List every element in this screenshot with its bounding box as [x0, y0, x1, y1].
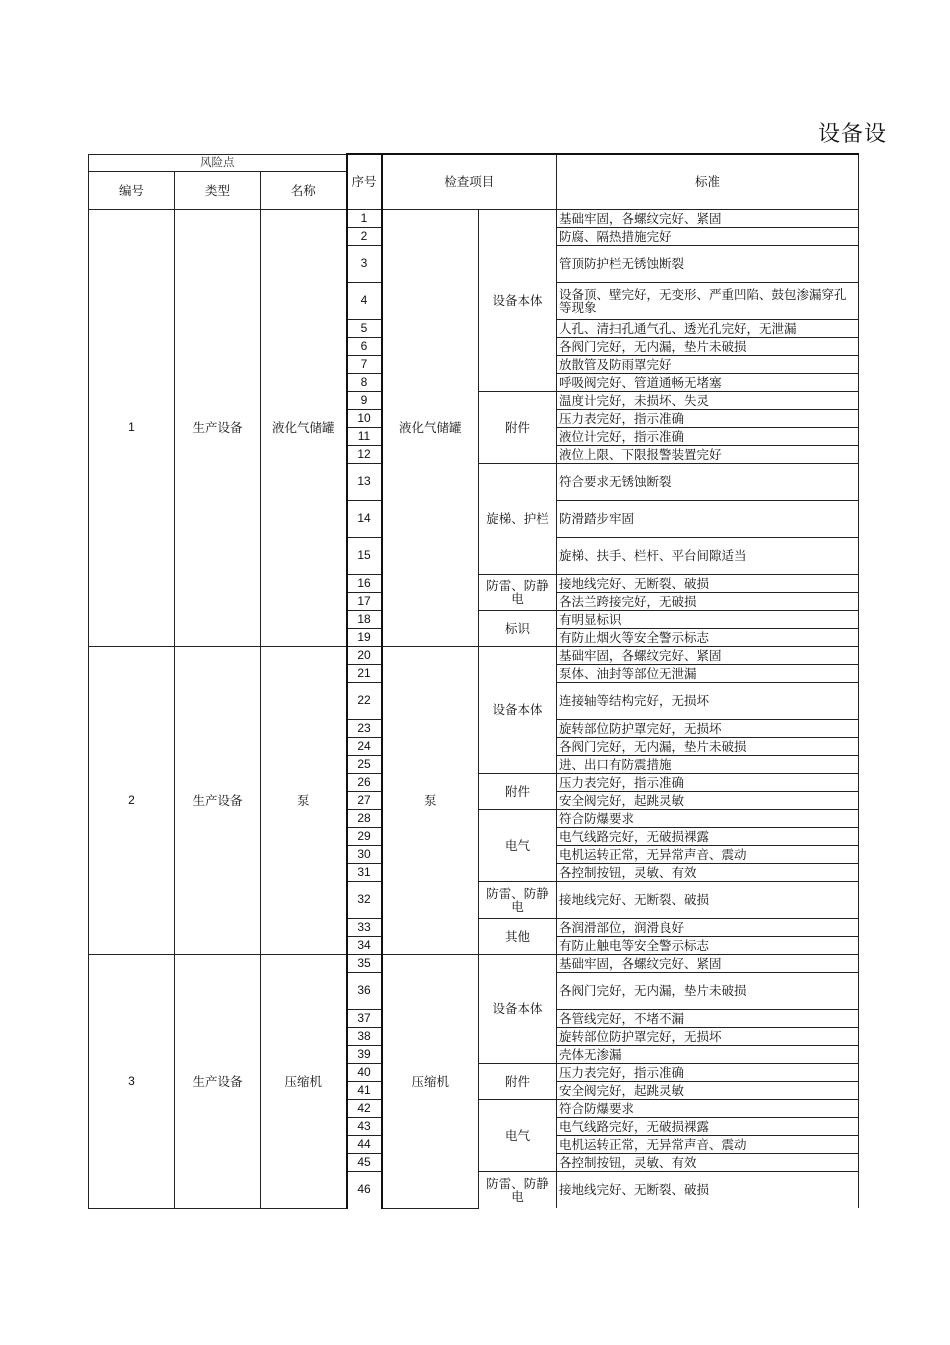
- check-subitem: 电气: [479, 1099, 557, 1171]
- row-standard: 接地线完好、无断裂、破损: [557, 881, 859, 918]
- header-seq: 序号: [347, 154, 382, 209]
- check-subitem: 附件: [479, 391, 557, 463]
- row-seq: 28: [347, 809, 382, 827]
- row-seq: 24: [347, 737, 382, 755]
- header-check-item: 检查项目: [382, 154, 557, 209]
- row-seq: 40: [347, 1063, 382, 1081]
- row-standard: 压力表完好，指示准确: [557, 1063, 859, 1081]
- row-standard: 壳体无渗漏: [557, 1045, 859, 1063]
- table-row: [89, 646, 859, 664]
- row-standard: 各阀门完好，无内漏，垫片未破损: [557, 972, 859, 1009]
- row-standard: 防滑踏步牢固: [557, 500, 859, 537]
- row-seq: 37: [347, 1009, 382, 1027]
- row-standard: 旋转部位防护罩完好，无损坏: [557, 719, 859, 737]
- row-seq: 36: [347, 972, 382, 1009]
- row-seq: 45: [347, 1153, 382, 1171]
- risk-point-code: 3: [89, 954, 175, 1208]
- row-standard: 各阀门完好，无内漏，垫片未破损: [557, 737, 859, 755]
- row-standard: 各控制按钮，灵敏、有效: [557, 1153, 859, 1171]
- row-standard: 液位上限、下限报警装置完好: [557, 445, 859, 463]
- row-seq: 4: [347, 282, 382, 319]
- check-subitem: 旋梯、护栏: [479, 463, 557, 574]
- inspection-table: [88, 153, 859, 1209]
- row-standard: 符合防爆要求: [557, 1099, 859, 1117]
- row-standard: 各管线完好，不堵不漏: [557, 1009, 859, 1027]
- row-seq: 35: [347, 954, 382, 972]
- row-standard: 压力表完好，指示准确: [557, 773, 859, 791]
- risk-point-code: 2: [89, 646, 175, 954]
- row-seq: 2: [347, 227, 382, 245]
- row-standard: 各阀门完好，无内漏，垫片未破损: [557, 337, 859, 355]
- row-seq: 33: [347, 918, 382, 936]
- row-standard: 设备顶、壁完好，无变形、严重凹陷、鼓包渗漏穿孔等现象: [557, 282, 859, 319]
- row-standard: 液位计完好，指示准确: [557, 427, 859, 445]
- row-standard: 进、出口有防震措施: [557, 755, 859, 773]
- row-standard: 有明显标识: [557, 610, 859, 628]
- row-seq: 16: [347, 574, 382, 592]
- page-title: 设备设: [818, 122, 888, 147]
- row-seq: 43: [347, 1117, 382, 1135]
- check-subitem: 设备本体: [479, 646, 557, 773]
- row-standard: 接地线完好、无断裂、破损: [557, 1171, 859, 1208]
- check-subitem: 电气: [479, 809, 557, 881]
- check-item: 压缩机: [382, 954, 479, 1208]
- row-seq: 34: [347, 936, 382, 954]
- row-seq: 32: [347, 881, 382, 918]
- row-standard: 基础牢固，各螺纹完好、紧固: [557, 646, 859, 664]
- row-seq: 15: [347, 537, 382, 574]
- row-standard: 泵体、油封等部位无泄漏: [557, 664, 859, 682]
- row-seq: 7: [347, 355, 382, 373]
- row-seq: 18: [347, 610, 382, 628]
- row-standard: 各法兰跨接完好，无破损: [557, 592, 859, 610]
- row-seq: 12: [347, 445, 382, 463]
- row-seq: 19: [347, 628, 382, 646]
- row-standard: 安全阀完好，起跳灵敏: [557, 1081, 859, 1099]
- header-standard: 标准: [557, 154, 859, 209]
- risk-point-name: 液化气储罐: [261, 209, 347, 646]
- row-standard: 连接轴等结构完好，无损坏: [557, 682, 859, 719]
- row-standard: 各控制按钮，灵敏、有效: [557, 863, 859, 881]
- table-row: [89, 954, 859, 972]
- row-seq: 27: [347, 791, 382, 809]
- risk-point-type: 生产设备: [175, 209, 261, 646]
- check-subitem: 防雷、防静电: [479, 881, 557, 918]
- row-standard: 温度计完好，未损坏、失灵: [557, 391, 859, 409]
- row-standard: 旋转部位防护罩完好，无损坏: [557, 1027, 859, 1045]
- table-row: [89, 209, 859, 227]
- risk-point-type: 生产设备: [175, 646, 261, 954]
- header-row-group: [89, 154, 859, 171]
- check-item: 泵: [382, 646, 479, 954]
- row-seq: 44: [347, 1135, 382, 1153]
- row-seq: 10: [347, 409, 382, 427]
- risk-point-code: 1: [89, 209, 175, 646]
- row-standard: 符合要求无锈蚀断裂: [557, 463, 859, 500]
- row-seq: 38: [347, 1027, 382, 1045]
- row-seq: 11: [347, 427, 382, 445]
- row-standard: 有防止触电等安全警示标志: [557, 936, 859, 954]
- check-item: 液化气储罐: [382, 209, 479, 646]
- row-standard: 压力表完好，指示准确: [557, 409, 859, 427]
- row-seq: 13: [347, 463, 382, 500]
- row-seq: 23: [347, 719, 382, 737]
- row-seq: 14: [347, 500, 382, 537]
- row-seq: 46: [347, 1171, 382, 1208]
- row-standard: 接地线完好、无断裂、破损: [557, 574, 859, 592]
- row-seq: 1: [347, 209, 382, 227]
- row-seq: 3: [347, 245, 382, 282]
- row-standard: 电机运转正常，无异常声音、震动: [557, 1135, 859, 1153]
- row-seq: 5: [347, 319, 382, 337]
- row-standard: 有防止烟火等安全警示标志: [557, 628, 859, 646]
- row-seq: 39: [347, 1045, 382, 1063]
- row-standard: 安全阀完好，起跳灵敏: [557, 791, 859, 809]
- check-subitem: 附件: [479, 773, 557, 809]
- row-seq: 6: [347, 337, 382, 355]
- check-subitem: 附件: [479, 1063, 557, 1099]
- row-seq: 25: [347, 755, 382, 773]
- check-subitem: 其他: [479, 918, 557, 954]
- check-subitem: 标识: [479, 610, 557, 646]
- check-subitem: 设备本体: [479, 209, 557, 391]
- row-standard: 各润滑部位，润滑良好: [557, 918, 859, 936]
- header-name: 名称: [261, 171, 347, 209]
- row-standard: 电气线路完好，无破损裸露: [557, 1117, 859, 1135]
- row-standard: 呼吸阀完好、管道通畅无堵塞: [557, 373, 859, 391]
- row-standard: 防腐、隔热措施完好: [557, 227, 859, 245]
- row-standard: 基础牢固，各螺纹完好、紧固: [557, 954, 859, 972]
- row-standard: 管顶防护栏无锈蚀断裂: [557, 245, 859, 282]
- row-seq: 8: [347, 373, 382, 391]
- row-standard: 基础牢固，各螺纹完好、紧固: [557, 209, 859, 227]
- row-seq: 41: [347, 1081, 382, 1099]
- risk-point-name: 压缩机: [261, 954, 347, 1208]
- row-seq: 17: [347, 592, 382, 610]
- row-standard: 放散管及防雨罩完好: [557, 355, 859, 373]
- header-risk-point: 风险点: [89, 154, 347, 171]
- row-standard: 电机运转正常，无异常声音、震动: [557, 845, 859, 863]
- row-standard: 符合防爆要求: [557, 809, 859, 827]
- risk-point-name: 泵: [261, 646, 347, 954]
- row-seq: 21: [347, 664, 382, 682]
- risk-point-type: 生产设备: [175, 954, 261, 1208]
- row-standard: 电气线路完好，无破损裸露: [557, 827, 859, 845]
- row-seq: 20: [347, 646, 382, 664]
- row-seq: 31: [347, 863, 382, 881]
- row-standard: 旋梯、扶手、栏杆、平台间隙适当: [557, 537, 859, 574]
- header-code: 编号: [89, 171, 175, 209]
- header-type: 类型: [175, 171, 261, 209]
- check-subitem: 设备本体: [479, 954, 557, 1063]
- row-standard: 人孔、清扫孔通气孔、透光孔完好，无泄漏: [557, 319, 859, 337]
- row-seq: 42: [347, 1099, 382, 1117]
- row-seq: 26: [347, 773, 382, 791]
- row-seq: 29: [347, 827, 382, 845]
- check-subitem: 防雷、防静电: [479, 1171, 557, 1208]
- check-subitem: 防雷、防静电: [479, 574, 557, 610]
- row-seq: 9: [347, 391, 382, 409]
- table-body: [89, 154, 859, 1208]
- row-seq: 22: [347, 682, 382, 719]
- row-seq: 30: [347, 845, 382, 863]
